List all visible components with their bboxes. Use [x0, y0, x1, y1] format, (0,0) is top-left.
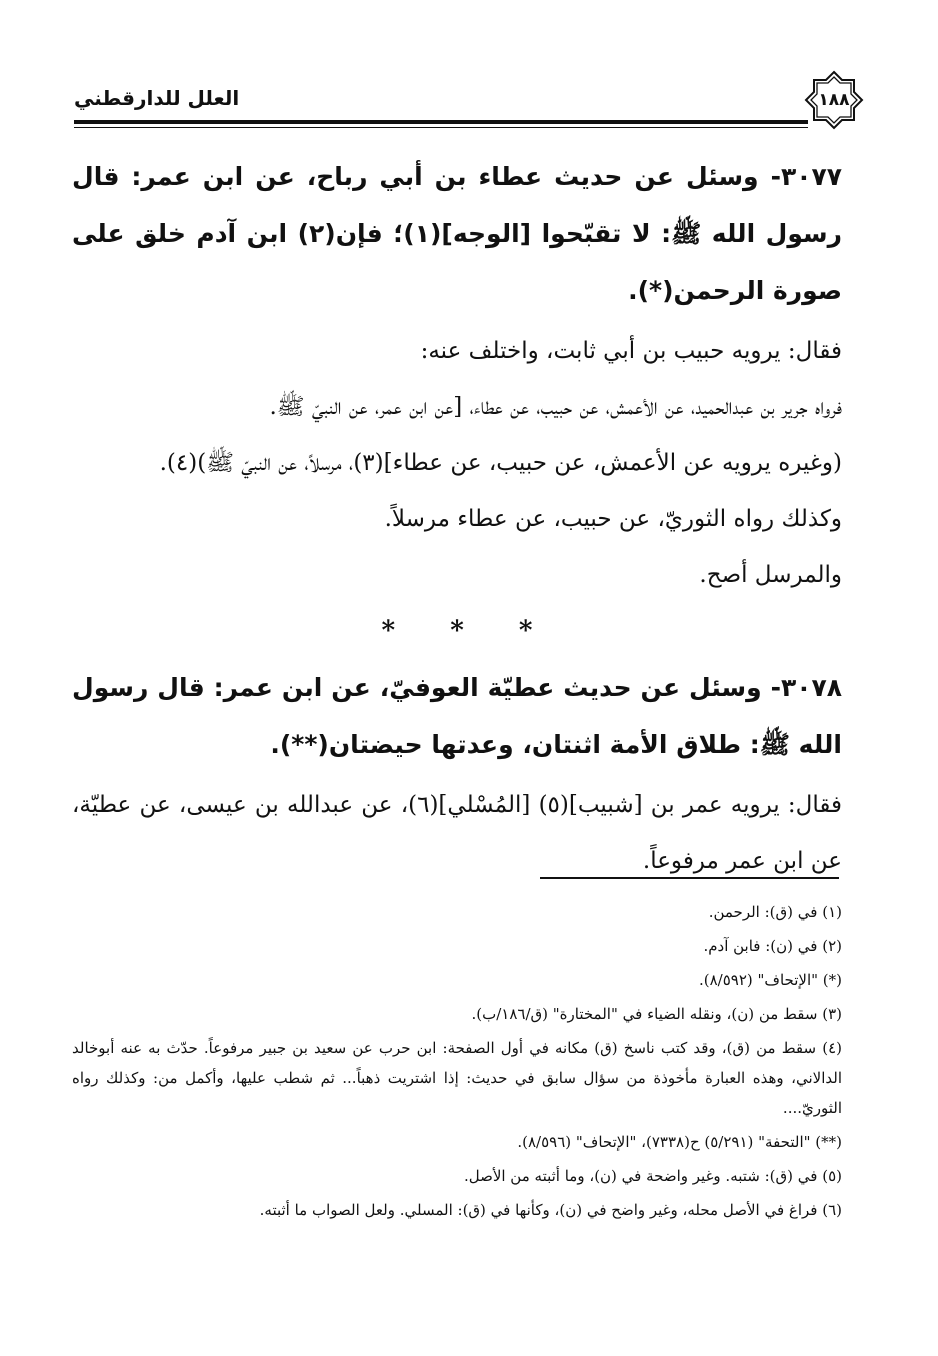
- paragraph: والمرسل أصح.: [699, 562, 842, 588]
- footnote: (١) في (ق): الرحمن.: [708, 903, 842, 921]
- footnote: (٤) سقط من (ق)، وقد كتب ناسخ (ق) مكانه في أول الصفحة: ابن حرب عن سعيد بن جبير مرفوعاً. حدّث به عنه أبوخالد الدالاني، وهذه العبارة مأخوذة من سؤال سابق في حديث: إذا اشتريت ذهباً... ثم شطب عليها، وأكمل من: وكذلك رواه الثوريّ....: [72, 1039, 842, 1117]
- footnote: (*) "الإتحاف" (٨/٥٩٢).: [699, 971, 842, 989]
- paragraph: (وغيره يرويه عن الأعمش، عن حبيب، عن عطاء](٣)، مرسلاً، عن النبيّ ﷺ)(٤).: [159, 450, 842, 476]
- header-rule-thin: [74, 127, 808, 128]
- main-text: [72, 148, 842, 889]
- footnote-rule: [540, 877, 839, 879]
- footnote: (٣) سقط من (ن)، ونقله الضياء في "المختارة" (ق/١٨٦/ب).: [471, 1005, 842, 1023]
- footnotes: [72, 897, 842, 1229]
- paragraph: فقال: يرويه عمر بن [شبيب](٥) [المُسْلي](٦)، عن عبدالله بن عيسى، عن عطيّة، عن ابن عمر مرفوعاً.: [72, 792, 842, 874]
- page-number: ١٨٨: [818, 90, 850, 110]
- paragraph: فرواه جرير بن عبدالحميد، عن الأعمش، عن حبيب، عن عطاء، [عن ابن عمر، عن النبيّ ﷺ.: [269, 394, 842, 420]
- footnote: (**) "التحفة" (٥/٢٩١) ح(٧٣٣٨)، "الإتحاف" (٨/٥٩٦).: [517, 1133, 842, 1151]
- paragraph: فقال: يرويه حبيب بن أبي ثابت، واختلف عنه:: [420, 338, 842, 364]
- header-rule: [74, 120, 808, 124]
- paragraph: وكذلك رواه الثوريّ، عن حبيب، عن عطاء مرسلاً.: [384, 506, 842, 532]
- entry-heading: ٣٠٧٧- وسئل عن حديث عطاء بن أبي رباح، عن ابن عمر: قال رسول الله ﷺ: لا تقبّحوا [الوجه](١)؛ فإن(٢) ابن آدم خلق على صورة الرحمن(*).: [72, 162, 842, 305]
- entry-heading: ٣٠٧٨- وسئل عن حديث عطيّة العوفيّ، عن ابن عمر: قال رسول الله ﷺ: طلاق الأمة اثنتان، وعدتها حيضتان(**).: [72, 673, 842, 759]
- footnote: (٦) فراغ في الأصل محله، وغير واضح في (ن)، وكأنها في (ق): المسلي. ولعل الصواب ما أثبته.: [259, 1201, 842, 1219]
- section-separator: * * *: [381, 616, 533, 646]
- page-number-badge: [804, 70, 864, 130]
- running-title: العلل للدارقطني: [74, 86, 240, 110]
- footnote: (٥) في (ق): شتبه. وغير واضحة في (ن)، وما أثبته من الأصل.: [463, 1167, 842, 1185]
- footnote: (٢) في (ن): فابن آدم.: [703, 937, 842, 955]
